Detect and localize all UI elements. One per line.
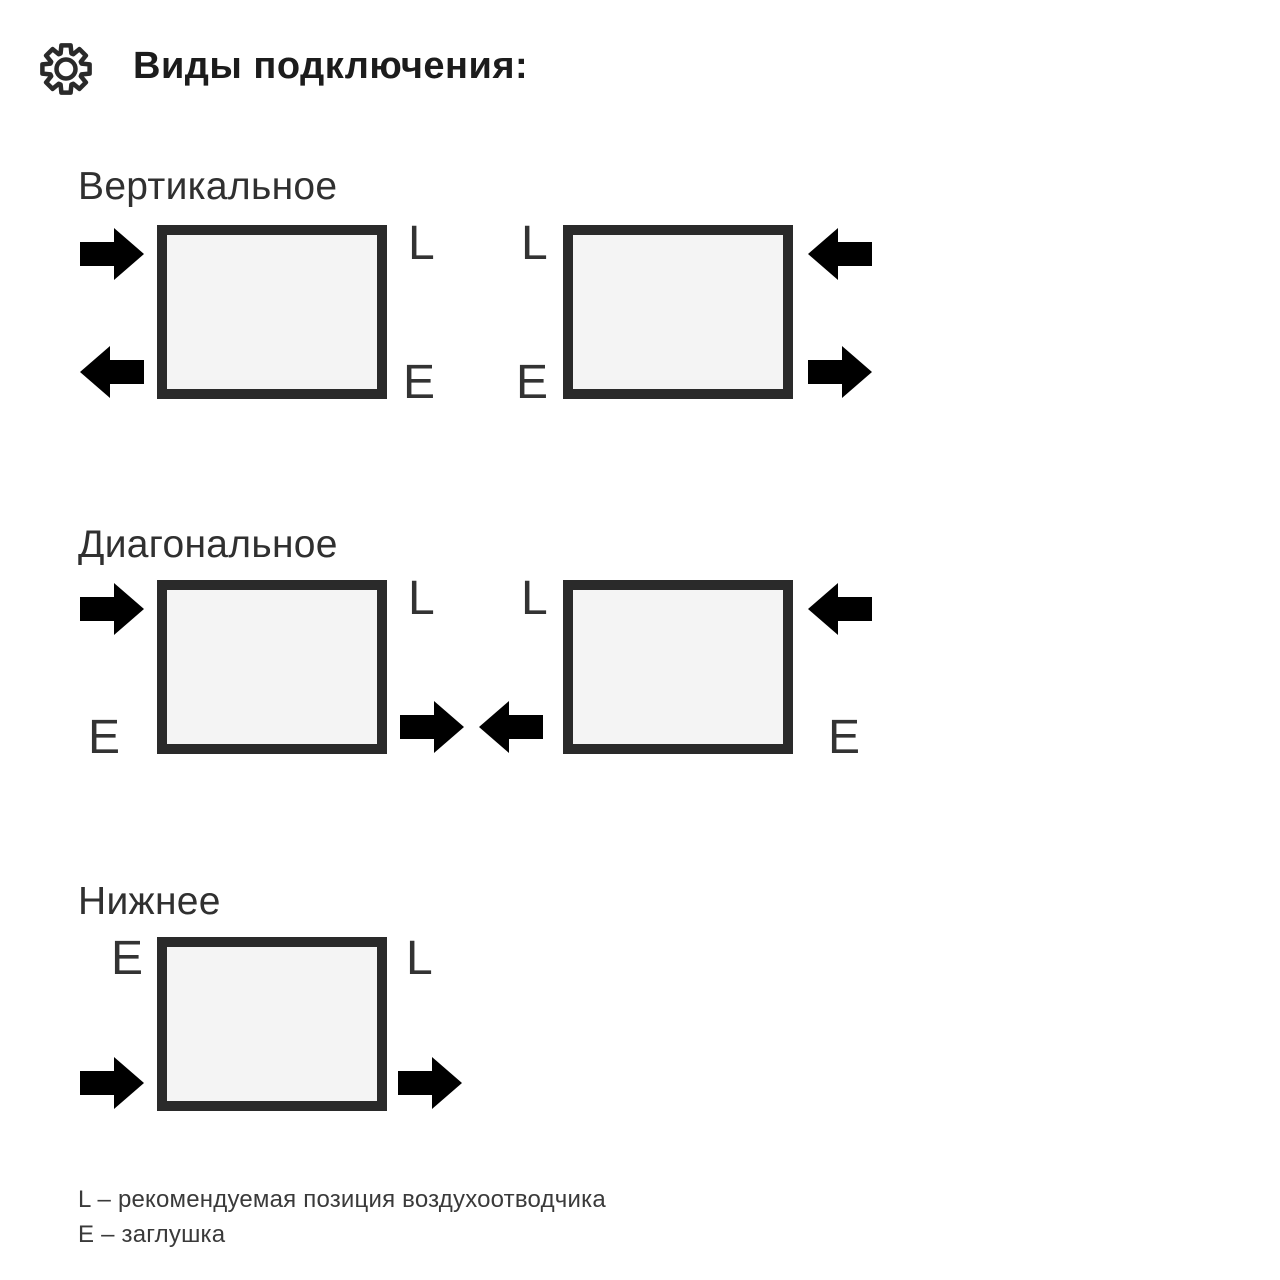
arrow-right-icon xyxy=(400,701,464,753)
arrow-right-icon xyxy=(80,1057,144,1109)
arrow-left-icon xyxy=(808,583,872,635)
section-title-bottom: Нижнее xyxy=(78,880,221,923)
legend-line-e: E – заглушка xyxy=(78,1221,226,1248)
port-label-e: E xyxy=(516,356,549,409)
gear-icon xyxy=(40,43,92,95)
port-label-l: L xyxy=(406,932,433,985)
port-label-e: E xyxy=(88,711,121,764)
section-title-vertical: Вертикальное xyxy=(78,165,338,208)
arrow-left-icon xyxy=(479,701,543,753)
radiator-body xyxy=(157,580,387,754)
radiator-body xyxy=(563,225,793,399)
arrow-right-icon xyxy=(808,346,872,398)
port-label-e: E xyxy=(828,711,861,764)
arrow-left-icon xyxy=(80,346,144,398)
port-label-l: L xyxy=(408,217,435,270)
arrow-left-icon xyxy=(808,228,872,280)
legend-line-l: L – рекомендуемая позиция воздухоотводчика xyxy=(78,1186,606,1213)
section-title-diagonal: Диагональное xyxy=(78,523,338,566)
radiator-body xyxy=(157,225,387,399)
arrow-right-icon xyxy=(80,583,144,635)
radiator-body xyxy=(157,937,387,1111)
arrow-right-icon xyxy=(398,1057,462,1109)
port-label-l: L xyxy=(521,572,548,625)
port-label-l: L xyxy=(521,217,548,270)
arrow-right-icon xyxy=(80,228,144,280)
port-label-l: L xyxy=(408,572,435,625)
port-label-e: E xyxy=(111,932,144,985)
page-title: Виды подключения: xyxy=(133,45,529,87)
radiator-body xyxy=(563,580,793,754)
port-label-e: E xyxy=(403,356,436,409)
